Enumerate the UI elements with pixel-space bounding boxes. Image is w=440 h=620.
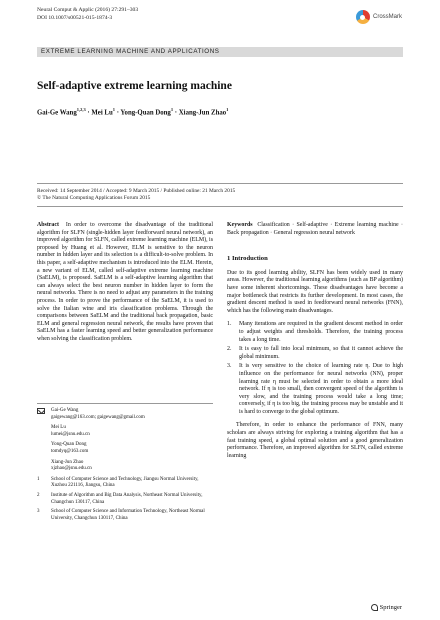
- contact-entry: [37, 408, 213, 421]
- crossmark-badge[interactable]: [356, 10, 402, 24]
- list-item: [227, 346, 403, 361]
- list-text: It is very sensitive to the choice of learning rate η. Due to high influence on the performance for neural networks (NN), proper learning rate η must be selected in order to obtain a more ideal network. If η is too small, then convergent speed of the algorithm is very slow, and the training process would take a long time; conversely, if η is too big, the training process may be unstable and it is hard to converge to the global optimum.: [239, 363, 403, 415]
- keywords-text: Classification · Self-adaptive · Extreme learning machine · Back propagation · General regression neural network: [227, 222, 403, 236]
- author-sup: 1,2,3: [76, 107, 86, 112]
- intro-paragraph: Therefore, in order to enhance the performance of FNN, many scholars are always striving for exploring a training algorithm that has a fast training speed, a global optimal solution and a good generalization performance. Therefore, an improved algorithm for SLFN, called extreme learning: [227, 422, 403, 459]
- affiliation-number: 1: [37, 476, 40, 482]
- author-sup: 1: [226, 107, 229, 112]
- affiliation-number: 2: [37, 492, 40, 498]
- crossmark-label: CrossMark: [372, 14, 402, 20]
- contact-entry: [37, 425, 213, 438]
- contact-email[interactable]: xjzhao@jsnu.edu.cn: [51, 466, 92, 472]
- author-sup: 1: [112, 107, 115, 112]
- contact-entry: [37, 460, 213, 473]
- affiliation-text: Institute of Algorithm and Big Data Analysis, Northeast Normal University, Changchun 130117, China: [51, 492, 203, 505]
- list-text: Many iterations are required in the gradient descent method in order to adjust weights and thresholds. Therefore, the training process takes a long time.: [239, 321, 403, 343]
- author-name: Mei Lu: [91, 109, 113, 117]
- divider: [37, 206, 403, 207]
- list-text: It is easy to fall into local minimum, so that it cannot achieve the global minimum.: [239, 346, 403, 360]
- publisher-logo: [371, 604, 402, 611]
- section-band-label: EXTREME LEARNING MACHINE AND APPLICATIONS: [41, 48, 220, 55]
- affiliation-text: School of Computer Science and Technology, Jiangsu Normal University, Xuzhou 221116, Jiangsu, China: [51, 476, 199, 489]
- author-sup: 1: [170, 107, 174, 112]
- affiliation: [37, 477, 213, 490]
- contact-name: Yong-Quan Dong: [51, 442, 87, 448]
- doi[interactable]: DOI 10.1007/s00521-015-1874-3: [37, 14, 113, 21]
- abstract-heading: Abstract: [37, 222, 59, 228]
- list-number: 2.: [227, 346, 232, 353]
- divider: [37, 403, 213, 404]
- list-item: [227, 321, 403, 344]
- keywords-heading: Keywords: [227, 222, 253, 228]
- contact-email[interactable]: lumei@jsnu.edu.cn: [51, 431, 90, 437]
- journal-citation: [37, 7, 138, 22]
- journal-reference: Neural Comput & Applic (2016) 27:291–303: [37, 7, 139, 13]
- section-heading: 1 Introduction: [227, 255, 268, 263]
- contact-name: Mei Lu: [51, 425, 66, 431]
- contact-name: Gai-Ge Wang: [51, 408, 79, 413]
- springer-horse-icon: [371, 604, 378, 611]
- contact-name: Xiang-Jun Zhao: [51, 459, 84, 465]
- intro-paragraph: Due to its good learning ability, SLFN has been widely used in many areas. However, the traditional learning algorithms (such as BP algorithm) have some inherent shortcomings. These disadvantages have become a major bottleneck that restricts its further development. In most cases, the gradient descent method is used in feedforward neural networks (FNN), which has the following main disadvantages.: [227, 269, 403, 314]
- author-name: Yong-Quan Dong: [120, 109, 171, 117]
- abstract-column: [37, 222, 213, 344]
- correspondence-block: [37, 408, 213, 522]
- abstract-text: In order to overcome the disadvantage of the traditional algorithm for SLFN (single-hidden layer feedforward neural network), an improved algorithm for SLFN, called extreme learning machine (ELM), is proposed by Huang et al. However, ELM is sensitive to the neuron number in hidden layer and its selection is a difficult-to-solve problem. In this paper, a self-adaptive mechanism is introduced into the ELM. Herein, a new variant of ELM, called self-adaptive extreme learning machine (SaELM), is proposed. SaELM is a self-adaptive learning algorithm that can always select the best neuron number in hidden layer to form the neural networks. There is no need to adjust any parameters in the training process. In order to prove the performance of the SaELM, it is used to solve the Italian wine and iris classification problems. Through the comparisons between SaELM and the traditional back propagation, basic ELM and general regression neural network, the results have proven that SaELM has a faster learning speed and better generalization performance when solving the classification problem.: [37, 222, 213, 342]
- contact-email[interactable]: gaigewang@163.com; gaigewang@gmail.com: [51, 414, 145, 420]
- list-number: 1.: [227, 321, 232, 328]
- received-dates: Received: 14 September 2014 / Accepted: 9 March 2015 / Published online: 21 March 2015: [37, 188, 236, 194]
- list-item: [227, 363, 403, 416]
- list-number: 3.: [227, 363, 232, 370]
- author-name: Xiang-Jun Zhao: [178, 109, 227, 117]
- affiliation: [37, 509, 213, 522]
- contact-email[interactable]: tomdyq@163.com: [51, 448, 89, 454]
- keywords: [227, 222, 403, 237]
- right-column: [227, 222, 403, 460]
- author-list: Gai-Ge Wang$^{1,2,3}$ · Mei $Lu^1$ · Yong-Quan Dong$^1$ · Xiang-Jun Zhao$^1$: [37, 107, 229, 117]
- affiliation: [37, 493, 213, 506]
- disadvantage-list: [227, 321, 403, 416]
- paper-title: Self-adaptive extreme learning machine: [37, 80, 232, 92]
- affiliation-text: School of Computer Science and Information Technology, Northeast Normal University, Changchun 130117, China: [51, 509, 205, 521]
- affiliation-number: 3: [37, 509, 40, 515]
- publication-dates: [37, 188, 235, 202]
- copyright: © The Natural Computing Applications Forum 2015: [37, 195, 151, 202]
- section-band: [37, 47, 403, 57]
- abstract: [37, 222, 213, 344]
- author-name: Gai-Ge Wang: [37, 109, 77, 117]
- contact-entry: [37, 442, 213, 455]
- publisher-name: Springer: [379, 604, 402, 611]
- divider: [37, 183, 403, 184]
- envelope-icon: [37, 408, 45, 414]
- crossmark-icon: [356, 10, 370, 24]
